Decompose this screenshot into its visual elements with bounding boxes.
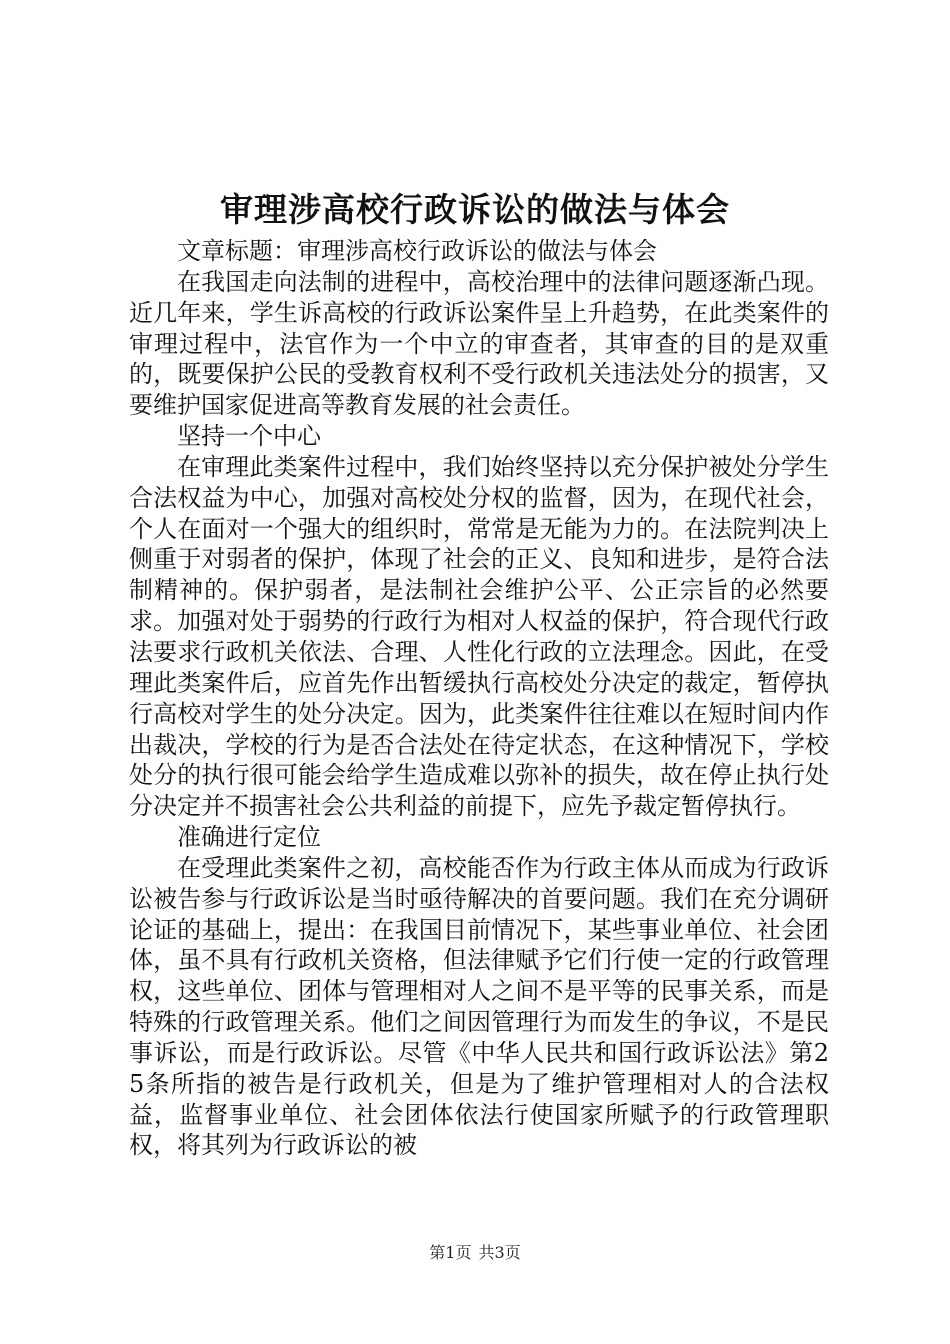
section-heading-center: 坚持一个中心 bbox=[177, 422, 321, 451]
article-title-line: 文章标题：审理涉高校行政诉讼的做法与体会 bbox=[177, 237, 657, 265]
document-body bbox=[129, 236, 829, 1161]
section-heading-positioning: 准确进行定位 bbox=[177, 823, 321, 852]
intro-paragraph: 在我国走向法制的进程中，高校治理中的法律问题逐渐凸现。近几年来，学生诉高校的行政诉讼案件呈上升趋势，在此类案件的审理过程中，法官作为一个中立的审查者，其审查的目的是双重的，既要保护公民的受教育权利不受行政机关违法处分的损害，又要维护国家促进高等教育发展的社会责任。 bbox=[129, 267, 829, 420]
page-number-footer: 第1页 共3页 bbox=[429, 1243, 521, 1262]
document-title: 审理涉高校行政诉讼的做法与体会 bbox=[220, 190, 730, 229]
section-paragraph-center: 在审理此类案件过程中，我们始终坚持以充分保护被处分学生合法权益为中心，加强对高校处分权的监督，因为，在现代社会，个人在面对一个强大的组织时，常常是无能为力的。在法院判决上侧重于对弱者的保护，体现了社会的正义、良知和进步，是符合法制精神的。保护弱者，是法制社会维护公平、公正宗旨的必然要求。加强对处于弱势的行政行为相对人权益的保护，符合现代行政法要求行政机关依法、合理、人性化行政的立法理念。因此，在受理此类案件后，应首先作出暂缓执行高校处分决定的裁定，暂停执行高校对学生的处分决定。因为，此类案件往往难以在短时间内作出裁决，学校的行为是否合法处在待定状态，在这种情况下，学校处分的执行很可能会给学生造成难以弥补的损失，故在停止执行处分决定并不损害社会公共利益的前提下，应先予裁定暂停执行。 bbox=[129, 452, 829, 821]
section-paragraph-positioning: 在受理此类案件之初，高校能否作为行政主体从而成为行政诉讼被告参与行政诉讼是当时亟待解决的首要问题。我们在充分调研论证的基础上，提出：在我国目前情况下，某些事业单位、社会团体，虽不具有行政机关资格，但法律赋予它们行使一定的行政管理权，这些单位、团体与管理相对人之间不是平等的民事关系，而是特殊的行政管理关系。他们之间因管理行为而发生的争议，不是民事诉讼，而是行政诉讼。尽管《中华人民共和国行政诉讼法》第25条所指的被告是行政机关，但是为了维护管理相对人的合法权益，监督事业单位、社会团体依法行使国家所赋予的行政管理职权，将其列为行政诉讼的被 bbox=[129, 853, 829, 1160]
